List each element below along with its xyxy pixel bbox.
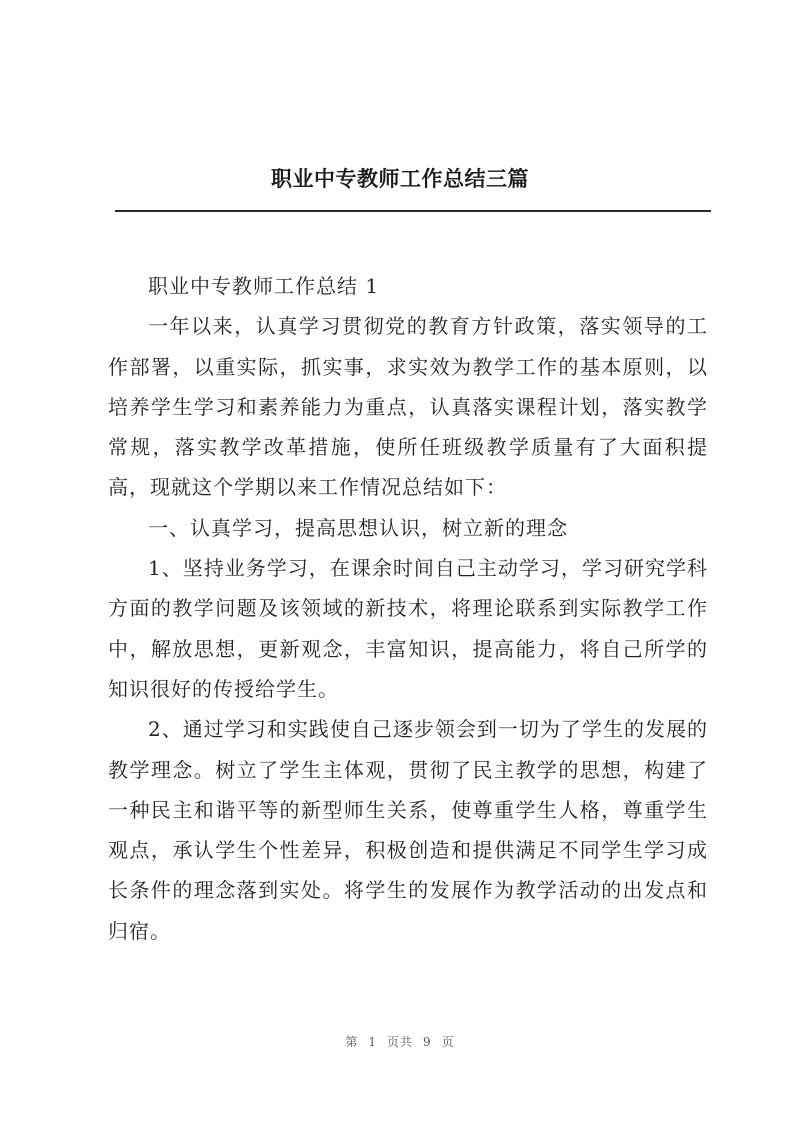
footer-middle: 页共	[386, 1035, 413, 1049]
title-divider	[115, 210, 711, 212]
footer-current-page: 1	[368, 1035, 377, 1049]
page-footer	[0, 1033, 800, 1050]
document-body	[108, 266, 708, 951]
footer-suffix: 页	[441, 1035, 455, 1049]
paragraph: 1、坚持业务学习，在课余时间自己主动学习，学习研究学科方面的教学问题及该领域的新技术，将理论联系到实际教学工作中，解放思想，更新观念，丰富知识，提高能力，将自己所学的知识很好的传授给学生。	[108, 556, 708, 701]
section-heading: 职业中专教师工作总结 1	[148, 274, 380, 298]
document-title: 职业中专教师工作总结三篇	[271, 166, 529, 191]
footer-prefix: 第	[345, 1035, 359, 1049]
footer-total-pages: 9	[423, 1035, 432, 1049]
paragraph: 2、通过学习和实践使自己逐步领会到一切为了学生的发展的教学理念。树立了学生主体观，贯彻了民主教学的思想，构建了一种民主和谐平等的新型师生关系，使尊重学生人格，尊重学生观点，承认学生个性差异，积极创造和提供满足不同学生学习成长条件的理念落到实处。将学生的发展作为教学活动的出发点和归宿。	[108, 717, 708, 943]
subsection-heading: 一、认真学习，提高思想认识，树立新的理念	[148, 515, 568, 540]
paragraph: 一年以来，认真学习贯彻党的教育方针政策，落实领导的工作部署，以重实际，抓实事，求实效为教学工作的基本原则，以培养学生学习和素养能力为重点，认真落实课程计划，落实教学常规，落实教学改革措施，使所任班级教学质量有了大面积提高，现就这个学期以来工作情况总结如下：	[108, 314, 708, 500]
